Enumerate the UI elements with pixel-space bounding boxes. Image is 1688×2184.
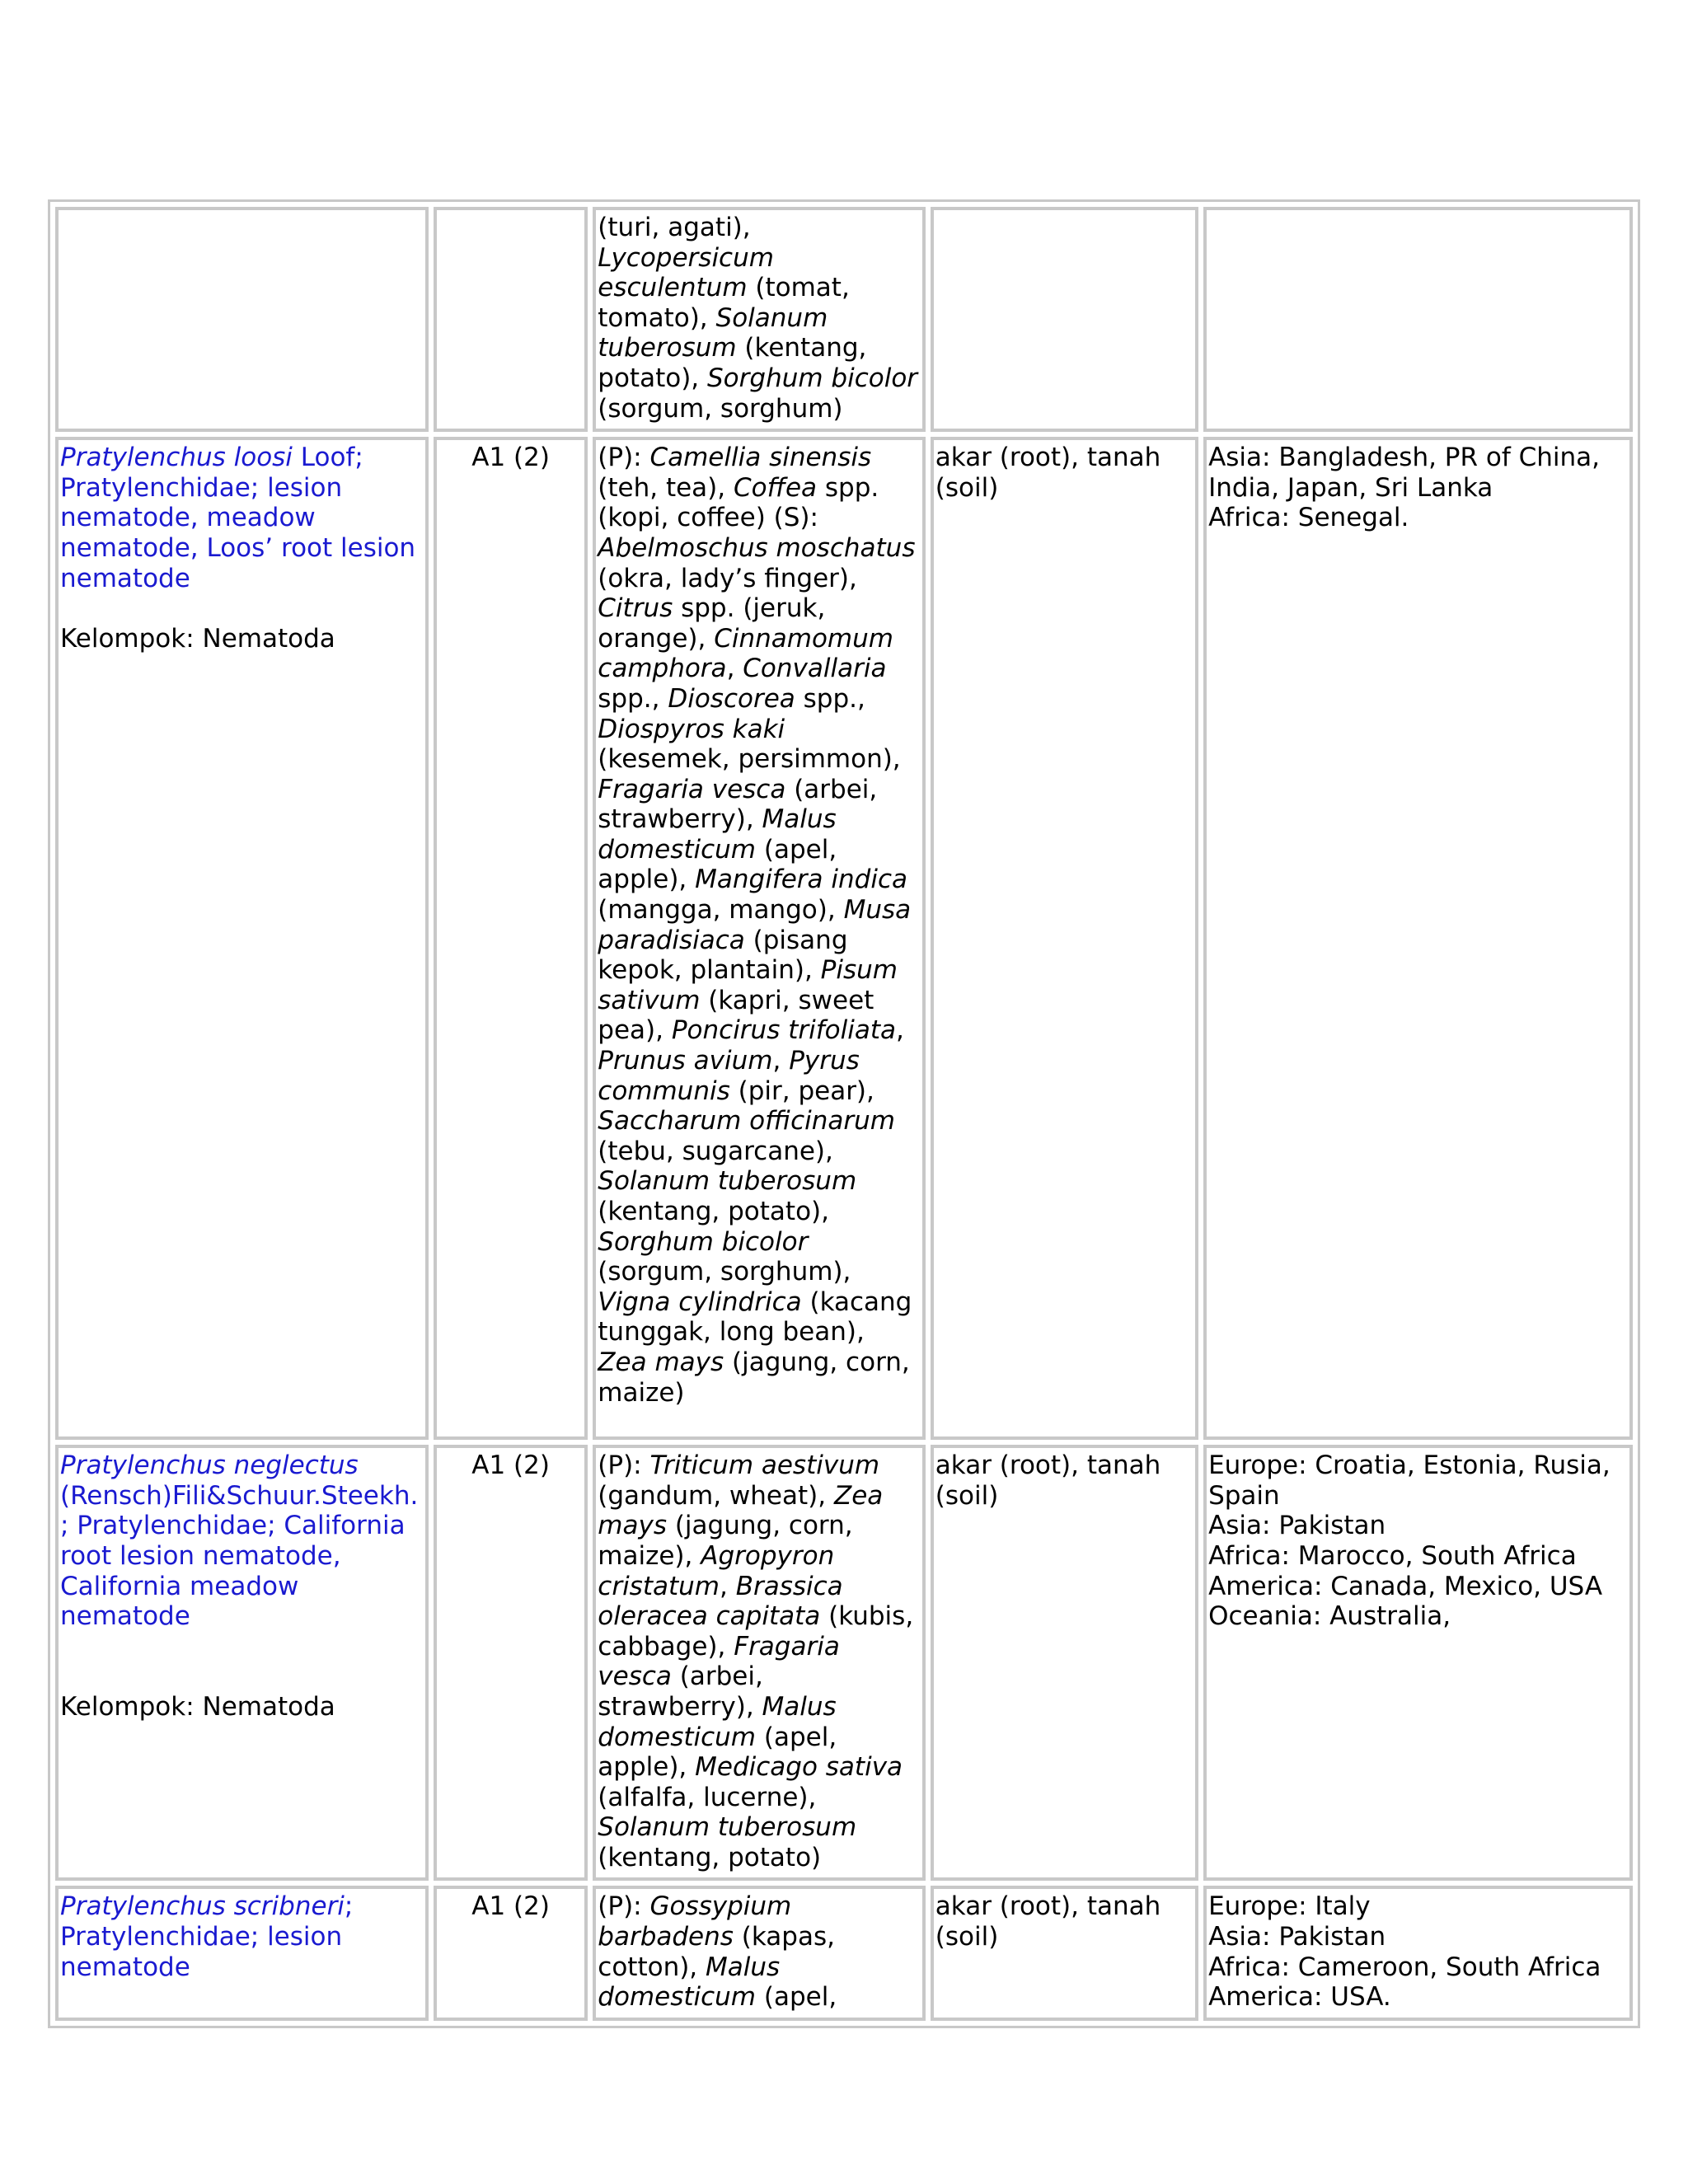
category-cell <box>434 1445 588 1881</box>
group-label: Kelompok: Nematoda <box>60 1691 335 1722</box>
distribution-line: Africa: Marocco, South Africa <box>1208 1540 1577 1571</box>
distribution-line: Africa: Cameroon, South Africa <box>1208 1952 1601 1982</box>
host-text: (P): Camellia sinensis (teh, tea), Coffea spp. (kopi, coffee) (S): Abelmoschus moschatus (okra, lady’s finger), Citrus spp. (jeruk, orange), Cinnamomum camphora, Convallaria spp., Dioscorea spp., Diospyros kaki (kesemek, persimmon), Fragaria vesca (arbei, strawberry), Malus domesticum (apel, apple), Mangifera indica (mangga, mango), Musa paradisiaca (pisang kepok, plantain), Pisum sativum (kapri, sweet pea), Poncirus trifoliata, Prunus avium, Pyrus communis (pir, pear), Saccharum officinarum (tebu, sugarcane), Solanum tuberosum (kentang, potato), Sorghum bicolor (sorgum, sorghum), Vigna cylindrica (kacang tunggak, long bean), Zea mays (jagung, corn, maize) <box>598 443 916 1408</box>
table-row <box>55 1886 1633 2020</box>
distribution-cell <box>1203 207 1633 432</box>
plant-part-cell <box>931 1886 1198 2020</box>
host-cell <box>593 207 926 432</box>
pest-name: Pratylenchus scribneri; Pratylenchidae; lesion nematode <box>60 1891 354 1982</box>
distribution-line: Asia: Pakistan <box>1208 1922 1386 1952</box>
distribution-line: Europe: Italy <box>1208 1891 1371 1922</box>
table-row <box>55 207 1633 432</box>
category-label: A1 (2) <box>471 1891 550 1922</box>
host-cell <box>593 1886 926 2020</box>
distribution-line: Oceania: Australia, <box>1208 1601 1451 1632</box>
category-label: A1 (2) <box>471 1451 550 1481</box>
plant-part-cell <box>931 437 1198 1440</box>
plant-part-cell <box>931 207 1198 432</box>
category-cell <box>434 1886 588 2020</box>
distribution-cell <box>1203 1886 1633 2020</box>
category-label: A1 (2) <box>471 443 550 473</box>
pest-name: Pratylenchus loosi Loof; Pratylenchidae; lesion nematode, meadow nematode, Loos’ root lesion nematode <box>60 443 416 593</box>
plant-part-cell <box>931 1445 1198 1881</box>
pest-name-cell <box>55 1445 429 1881</box>
plant-part-label: akar (root), tanah (soil) <box>935 443 1161 503</box>
distribution-line: Africa: Senegal. <box>1208 503 1409 533</box>
category-cell <box>434 437 588 1440</box>
plant-part-label: akar (root), tanah (soil) <box>935 1451 1161 1511</box>
host-text: (P): Gossypium barbadens (kapas, cotton), Malus domesticum (apel, <box>598 1891 837 2013</box>
table-row <box>55 437 1633 1440</box>
distribution-line: America: USA. <box>1208 1982 1391 2013</box>
pest-name-cell <box>55 207 429 432</box>
host-text: (P): Triticum aestivum (gandum, wheat), Zea mays (jagung, corn, maize), Agropyron cristatum, Brassica oleracea capitata (kubis, cabbage), Fragaria vesca (arbei, strawberry), Malus domesticum (apel, apple), Medicago sativa (alfalfa, lucerne), Solanum tuberosum (kentang, potato) <box>598 1451 914 1872</box>
host-text: (turi, agati), Lycopersicum esculentum (tomat, tomato), Solanum tuberosum (kentang, potato), Sorghum bicolor (sorgum, sorghum) <box>598 213 918 424</box>
pest-table <box>48 199 1640 2028</box>
category-cell <box>434 207 588 432</box>
plant-part-label: akar (root), tanah (soil) <box>935 1891 1161 1952</box>
pest-name-cell <box>55 437 429 1440</box>
host-cell <box>593 1445 926 1881</box>
table-row <box>55 1445 1633 1881</box>
distribution-cell <box>1203 1445 1633 1881</box>
distribution-cell <box>1203 437 1633 1440</box>
distribution-line: Asia: Pakistan <box>1208 1511 1386 1541</box>
pest-name-cell <box>55 1886 429 2020</box>
group-label: Kelompok: Nematoda <box>60 623 335 654</box>
pest-name: Pratylenchus neglectus (Rensch)Fili&Schuur.Steekh.; Pratylenchidae; California root lesion nematode, California meadow nematode <box>60 1451 419 1632</box>
host-cell <box>593 437 926 1440</box>
distribution-line: Asia: Bangladesh, PR of China, India, Japan, Sri Lanka <box>1208 443 1601 503</box>
distribution-line: America: Canada, Mexico, USA <box>1208 1571 1603 1601</box>
distribution-line: Europe: Croatia, Estonia, Rusia, Spain <box>1208 1451 1611 1511</box>
